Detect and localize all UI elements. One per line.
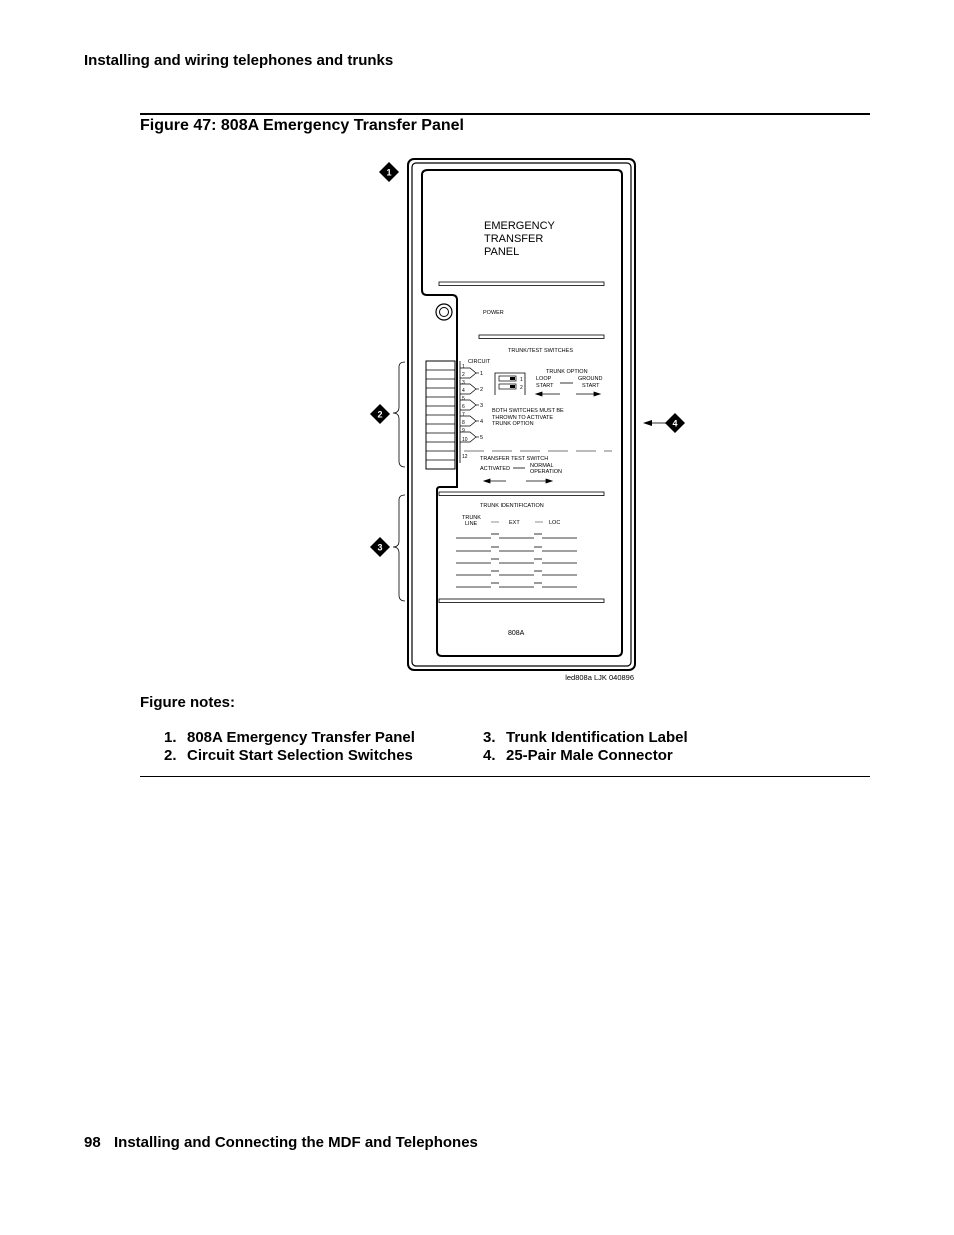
slot-bar-top — [439, 282, 604, 286]
note-item-3: 3. Trunk Identification Label — [483, 729, 688, 746]
switch-number-4: 4 — [480, 419, 484, 425]
trunk-line-label-1: TRUNK — [462, 515, 481, 521]
power-label: POWER — [483, 310, 504, 316]
ground-start-label-1: GROUND — [578, 376, 603, 382]
switch-number-1: 1 — [480, 371, 484, 377]
switch-number-2: 2 — [480, 387, 484, 393]
switch-number-5: 5 — [480, 435, 484, 441]
svg-text:4: 4 — [672, 418, 678, 429]
svg-text:9: 9 — [462, 428, 465, 434]
trunk-identification-label: TRUNK IDENTIFICATION — [480, 503, 544, 509]
both-switches-note-1: BOTH SWITCHES MUST BE — [492, 408, 564, 414]
loop-start-label-1: LOOP — [536, 376, 552, 382]
ext-label: EXT — [509, 520, 520, 526]
option-switch-number-2: 2 — [520, 385, 523, 391]
connector-strip — [426, 361, 455, 469]
ground-start-label-2: START — [582, 383, 600, 389]
image-id-label: led808a LJK 040896 — [565, 673, 634, 682]
trunk-test-switches-label: TRUNK/TEST SWITCHES — [508, 348, 573, 354]
figure-top-rule — [140, 113, 870, 115]
panel-title-line-1: EMERGENCY — [484, 220, 555, 232]
slot-bar-trunk-id — [439, 492, 604, 496]
svg-text:12: 12 — [462, 454, 468, 460]
loop-start-label-2: START — [536, 383, 554, 389]
callout-3-bracket — [393, 495, 405, 601]
callout-2-bracket — [393, 362, 405, 467]
figure-title: Figure 47: 808A Emergency Transfer Panel — [140, 117, 464, 134]
circuit-label: CIRCUIT — [468, 359, 491, 365]
loc-label: LOC — [549, 520, 561, 526]
note-item-2: 2. Circuit Start Selection Switches — [164, 747, 413, 764]
running-head: Installing and wiring telephones and trunks — [84, 52, 394, 69]
panel-title-line-2: TRANSFER — [484, 233, 544, 245]
activated-label: ACTIVATED — [480, 466, 511, 472]
page-footer — [84, 1134, 478, 1151]
svg-text:5: 5 — [462, 396, 465, 402]
callout-2 — [370, 404, 390, 424]
footer-title: Installing and Connecting the MDF and Telephones — [114, 1134, 478, 1151]
svg-text:3: 3 — [377, 542, 383, 553]
slot-bar-bottom — [439, 599, 604, 603]
svg-text:2: 2 — [377, 409, 383, 420]
svg-text:1: 1 — [462, 364, 465, 370]
slot-bar-switches — [479, 335, 604, 339]
transfer-test-arrows — [484, 479, 552, 483]
svg-text:1: 1 — [386, 167, 392, 178]
trunk-line-label-2: LINE — [465, 521, 478, 527]
option-switch-number-1: 1 — [520, 377, 523, 383]
note-item-1: 1. 808A Emergency Transfer Panel — [164, 729, 415, 746]
figure-notes-title: Figure notes: — [140, 694, 236, 711]
trunk-option-arrows — [536, 392, 600, 396]
svg-text:3: 3 — [462, 380, 465, 386]
svg-text:2: 2 — [462, 372, 465, 378]
normal-operation-label-2: OPERATION — [530, 469, 562, 475]
callout-3 — [370, 537, 390, 557]
transfer-test-switch-label: TRANSFER TEST SWITCH — [480, 456, 549, 462]
svg-text:10: 10 — [462, 437, 468, 443]
trunk-option-label: TRUNK OPTION — [546, 369, 588, 375]
note-item-4: 4. 25-Pair Male Connector — [483, 747, 673, 764]
svg-text:7: 7 — [462, 412, 465, 418]
both-switches-note-2: THROWN TO ACTIVATE — [492, 415, 554, 421]
callout-4 — [643, 413, 685, 433]
model-label: 808A — [508, 630, 525, 637]
panel-title-line-3: PANEL — [484, 246, 520, 258]
figure-bottom-rule — [140, 776, 870, 777]
trunk-id-write-lines — [456, 534, 577, 587]
figure-808a-diagram — [360, 155, 700, 690]
callout-1 — [379, 162, 399, 182]
circuit-number-column — [462, 364, 468, 460]
svg-text:8: 8 — [462, 420, 465, 426]
both-switches-note-3: TRUNK OPTION — [492, 421, 534, 427]
svg-text:4: 4 — [462, 388, 465, 394]
page-number: 98 — [84, 1134, 101, 1151]
switch-number-3: 3 — [480, 403, 484, 409]
svg-text:6: 6 — [462, 404, 465, 410]
normal-operation-label-1: NORMAL — [530, 463, 554, 469]
